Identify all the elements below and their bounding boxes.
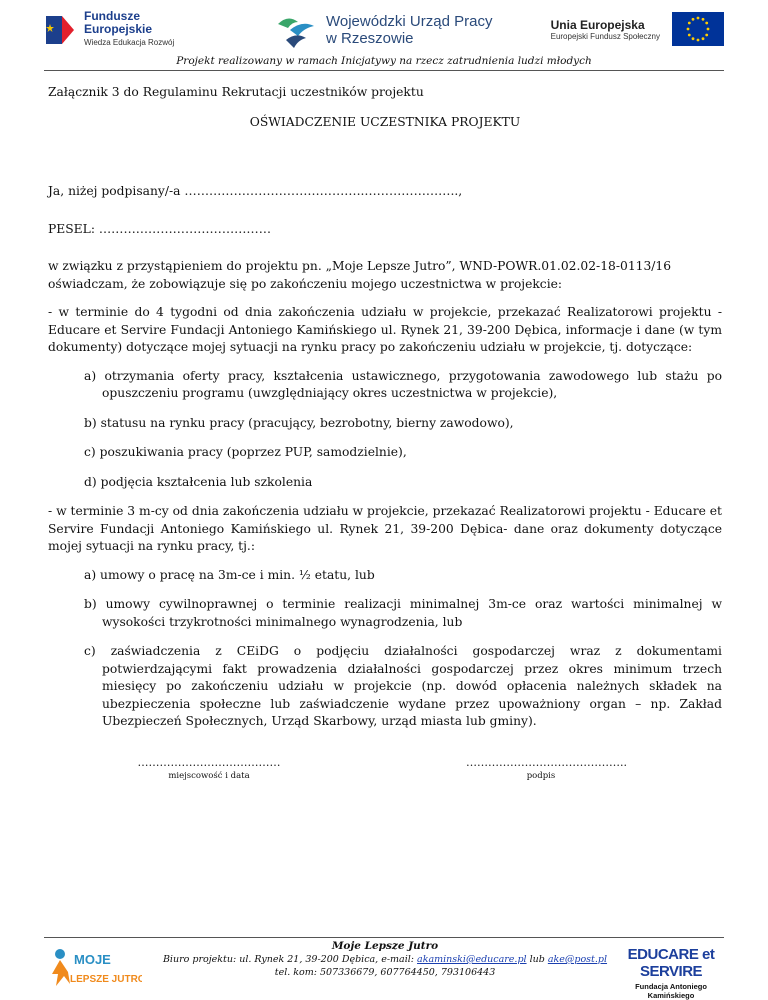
eu-flag-icon bbox=[672, 12, 724, 46]
footer-office-prefix: Biuro projektu: ul. Rynek 21, 39-200 Dębica, e-mail: bbox=[162, 954, 418, 965]
educare-et-servire-logo bbox=[618, 946, 724, 1000]
ml-logo-line-2: LEPSZE JUTRO bbox=[70, 974, 142, 985]
intro-paragraph bbox=[48, 258, 722, 293]
ue-title: Unia Europejska bbox=[550, 17, 645, 32]
email-link-2[interactable]: ake@post.pl bbox=[547, 954, 608, 965]
wup-bird-icon bbox=[276, 10, 320, 50]
fe-subtitle: Wiedza Edukacja Rozwój bbox=[84, 38, 175, 47]
section-1-item-d: d) podjęcia kształcenia lub szkolenia bbox=[84, 474, 313, 489]
name-line: Ja, niżej podpisany/-a ……………………………………..………………….., bbox=[48, 184, 463, 198]
ml-logo-line-1: MOJE bbox=[74, 952, 111, 967]
signature-field bbox=[466, 756, 627, 781]
wup-rzeszow-logo bbox=[276, 10, 492, 50]
section-1-paragraph: - w terminie do 4 tygodni od dnia zakończenia udziału w projekcie, przekazać Realizatorowi projektu - Educare et Servire Fundacji Antoniego Kamińskiego ul. Rynek 21, 39-200 Dębica, informacje i dane (w tym dokumenty) dotyczące mojej sytuacji na rynku pracy po zakończeniu udziału w projekcie, tj. dotyczące: bbox=[48, 305, 722, 354]
place-date-caption: miejscowość i data bbox=[168, 771, 250, 781]
wup-line-2: w Rzeszowie bbox=[326, 30, 414, 47]
pesel-line: PESEL: …………………………………… bbox=[48, 221, 272, 236]
unia-europejska-logo bbox=[551, 12, 724, 46]
document-title: OŚWIADCZENIE UCZESTNIKA PROJEKTU bbox=[249, 114, 521, 129]
fe-title-1: Fundusze bbox=[84, 9, 140, 23]
footer-project-title: Moje Lepsze Jutro bbox=[331, 940, 439, 952]
header-divider bbox=[44, 70, 724, 71]
email-link-1[interactable]: akaminski@educare.pl bbox=[417, 954, 527, 965]
section-2-item-b: b) umowy cywilnoprawnej o terminie realizacji minimalnej 3m-ce oraz wartości minimalnej w wysokości trzykrotności minimalnego wynagrodzenia, lub bbox=[84, 597, 722, 629]
intro-line-2: oświadczam, że zobowiązuje się po zakończeniu mojego uczestnictwa w projekcie: bbox=[48, 276, 563, 291]
footer-contact bbox=[150, 940, 620, 979]
section-1-item-a: a) otrzymania oferty pracy, kształcenia ustawicznego, przygotowania zawodowego lub stażu po opuszczeniu programu (uwzględniający okres uczestnictwa w projekcie), bbox=[84, 368, 722, 400]
es-logo-line-2: Fundacja Antoniego Kamińskiego bbox=[635, 982, 707, 1000]
ue-subtitle: Europejski Fundusz Społeczny bbox=[550, 31, 660, 41]
fundusze-europejskie-logo bbox=[44, 10, 174, 49]
section-1-item-b: b) statusu na rynku pracy (pracujący, bezrobotny, bierny zawodowo), bbox=[84, 415, 514, 430]
footer-phones: tel. kom: 507336679, 607764450, 793106443 bbox=[274, 967, 496, 978]
fundusze-europejskie-mark-icon bbox=[44, 14, 76, 46]
place-date-dots: ………………………………… bbox=[137, 756, 281, 769]
intro-line-1: w związku z przystąpieniem do projektu pn. „Moje Lepsze Jutro”, WND-POWR.01.02.02-18-0113/16 bbox=[48, 259, 672, 273]
signature-dots: …………………………………….. bbox=[466, 756, 627, 769]
section-2-paragraph: - w terminie 3 m-cy od dnia zakończenia udziału w projekcie, przekazać Realizatorowi projektu - Educare et Servire Fundacji Antoniego Kamińskiego ul. Rynek 21, 39-200 Dębica- dane oraz dokumenty dotyczące mojej sytuacji na rynku pracy, tj.: bbox=[48, 504, 722, 553]
moje-lepsze-jutro-logo bbox=[46, 946, 142, 990]
project-tagline: Projekt realizowany w ramach Inicjatywy na rzecz zatrudnienia ludzi młodych bbox=[176, 55, 592, 67]
section-1-item-c: c) poszukiwania pracy (poprzez PUP, samodzielnie), bbox=[84, 445, 407, 459]
document-body bbox=[48, 84, 722, 743]
annex-label: Załącznik 3 do Regulaminu Rekrutacji uczestników projektu bbox=[48, 85, 424, 99]
place-date-field bbox=[136, 756, 282, 781]
es-logo-line-1: EDUCARE et SERVIRE bbox=[627, 946, 715, 980]
fe-title-2: Europejskie bbox=[84, 22, 153, 36]
signature-caption: podpis bbox=[526, 771, 556, 781]
header-logos bbox=[44, 10, 724, 56]
footer-email-separator: lub bbox=[526, 954, 548, 965]
footer-divider bbox=[44, 937, 724, 938]
section-2-item-c: c) zaświadczenia z CEiDG o podjęciu działalności gospodarczej wraz z dokumentami potwierdzającymi fakt prowadzenia działalności gospodarczej przez okres minimum trzech miesięcy po zakończeniu udziału w projekcie (np. dowód opłacenia należnych składek na ubezpieczenia społeczne lub zaświadczenie wydane przez upoważniony organ – np. Zakład Ubezpieczeń Społecznych, Urząd Skarbowy, urząd miasta lub gminy). bbox=[84, 644, 722, 728]
wup-line-1: Wojewódzki Urząd Pracy bbox=[326, 13, 493, 30]
section-2-item-a: a) umowy o pracę na 3m-ce i min. ½ etatu, lub bbox=[84, 567, 375, 582]
